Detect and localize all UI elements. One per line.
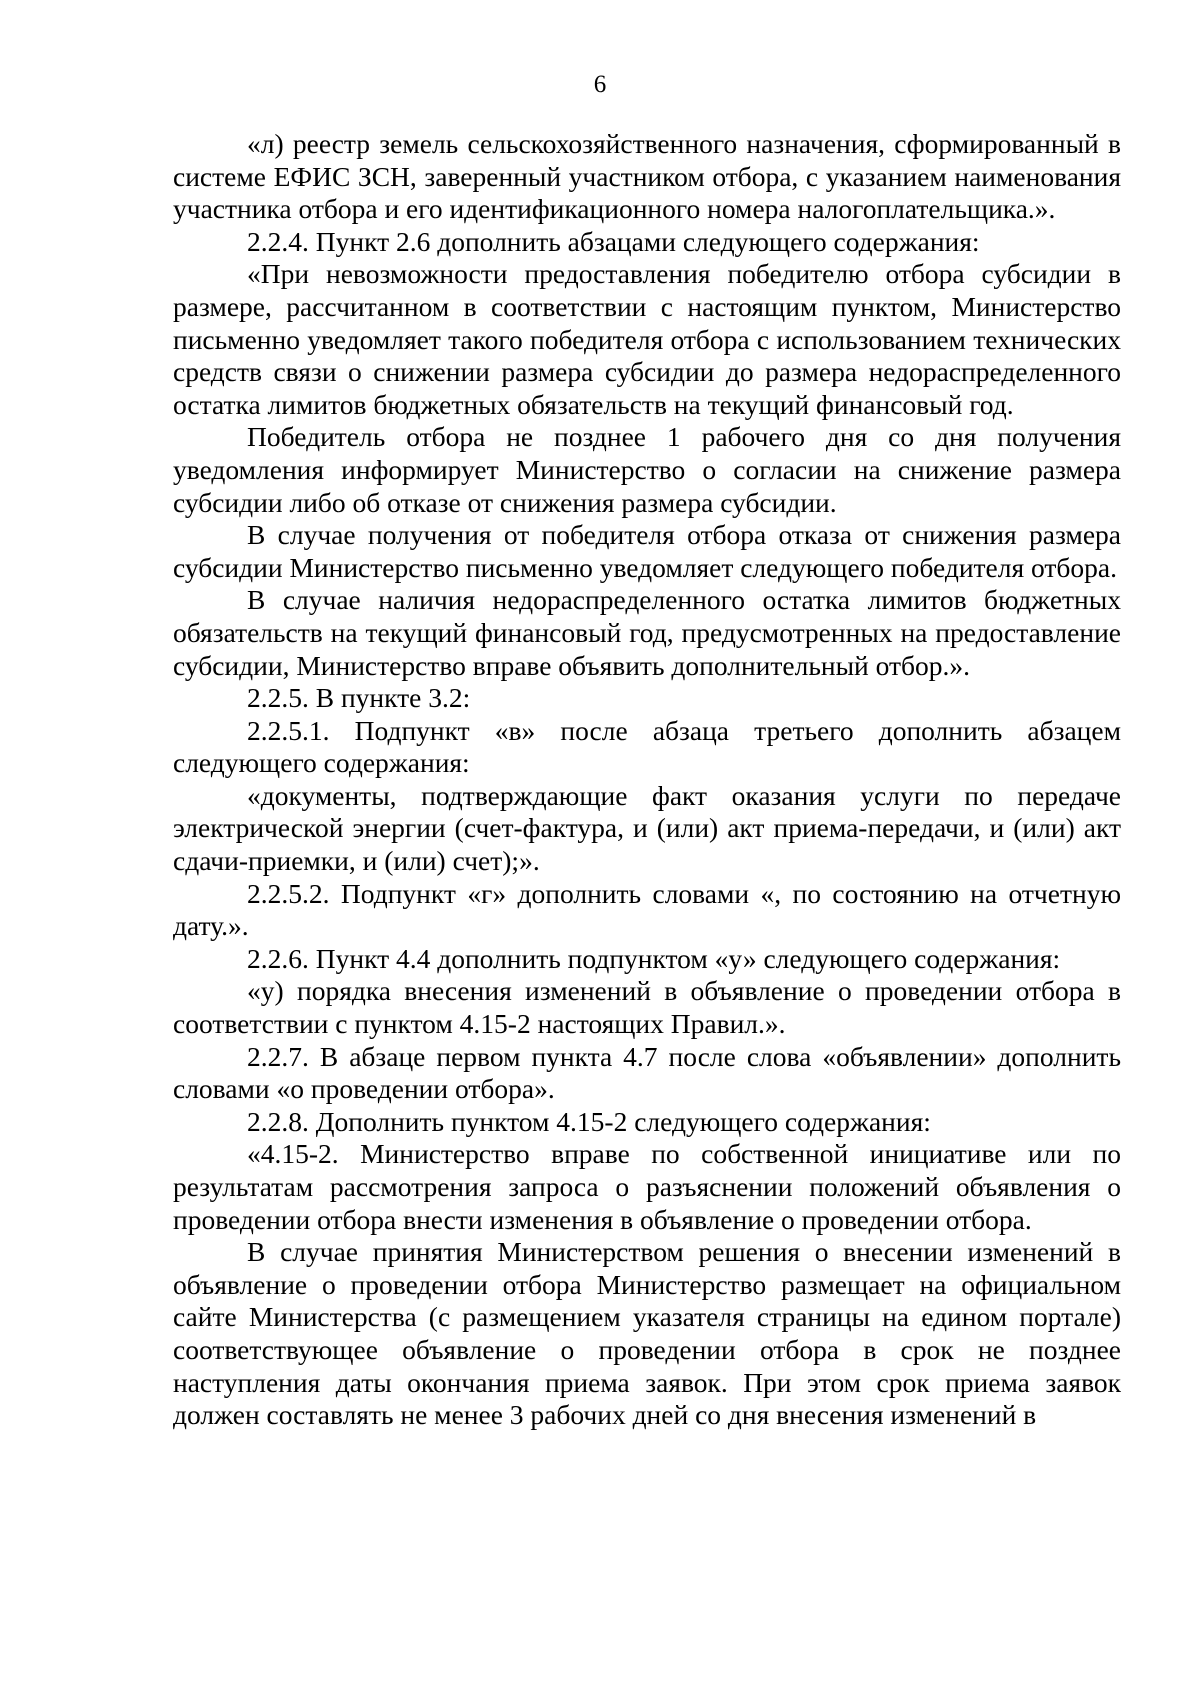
paragraph-pobeditel-otbora: Победитель отбора не позднее 1 рабочего дня со дня получения уведомления информирует Министерство о согласии на снижение размера субсидии либо об отказе от снижения размера субсидии. [173, 421, 1121, 518]
paragraph-4-15-2: «4.15-2. Министерство вправе по собственной инициативе или по результатам рассмотрения запроса о разъяснении положений объявления о проведении отбора внести изменения в объявление о проведении отбора. [173, 1138, 1121, 1235]
paragraph-nedoraspredelennyi-ostatok: В случае наличия недораспределенного остатка лимитов бюджетных обязательств на текущий финансовый год, предусмотренных на предоставление субсидии, Министерство вправе объявить дополнительный отбор.». [173, 584, 1121, 681]
paragraph-2-2-4: 2.2.4. Пункт 2.6 дополнить абзацами следующего содержания: [247, 225, 980, 257]
paragraph-otkaz-ot-snizheniya: В случае получения от победителя отбора отказа от снижения размера субсидии Министерство письменно уведомляет следующего победителя отбора. [173, 519, 1121, 583]
paragraph-2-2-8: 2.2.8. Дополнить пунктом 4.15-2 следующего содержания: [247, 1105, 931, 1137]
paragraph-dokumenty: «документы, подтверждающие факт оказания услуги по передаче электрической энергии (счет-фактура, и (или) акт приема-передачи, и (или) акт сдачи-приемки, и (или) счет);». [173, 779, 1121, 877]
paragraph-2-2-6: 2.2.6. Пункт 4.4 дополнить подпунктом «у» следующего содержания: [247, 942, 1061, 974]
document-body [173, 128, 1121, 1432]
paragraph-reestr-zemel: «л) реестр земель сельскохозяйственного назначения, сформированный в системе ЕФИС ЗСН, заверенный участником отбора, с указанием наименования участника отбора и его идентификационного номера налогоплательщика.». [173, 128, 1121, 225]
paragraph-nevozmozhnost-predostavleniya: «При невозможности предоставления победителю отбора субсидии в размере, рассчитанном в соответствии с настоящим пунктом, Министерство письменно уведомляет такого победителя отбора с использованием технических средств связи о снижении размера субсидии до размера недораспределенного остатка лимитов бюджетных обязательств на текущий финансовый год. [173, 258, 1121, 420]
paragraph-prinyatie-resheniya: В случае принятия Министерством решения о внесении изменений в объявление о проведении отбора Министерство размещает на официальном сайте Министерства (с размещением указателя страницы на едином портале) соответствующее объявление о проведении отбора в срок не позднее наступления даты окончания приема заявок. При этом срок приема заявок должен составлять не менее 3 рабочих дней со дня внесения изменений в [173, 1236, 1121, 1431]
paragraph-2-2-5-2: 2.2.5.2. Подпункт «г» дополнить словами «, по состоянию на отчетную дату.». [173, 877, 1121, 942]
page-number: 6 [593, 71, 607, 98]
paragraph-2-2-5-1: 2.2.5.1. Подпункт «в» после абзаца третьего дополнить абзацем следующего содержания: [173, 714, 1121, 779]
paragraph-2-2-7: 2.2.7. В абзаце первом пункта 4.7 после слова «объявлении» дополнить словами «о проведении отбора». [173, 1040, 1121, 1105]
paragraph-2-2-5: 2.2.5. В пункте 3.2: [247, 682, 471, 714]
paragraph-poryadok-vneseniya: «у) порядка внесения изменений в объявление о проведении отбора в соответствии с пунктом 4.15-2 настоящих Правил.». [173, 975, 1121, 1040]
